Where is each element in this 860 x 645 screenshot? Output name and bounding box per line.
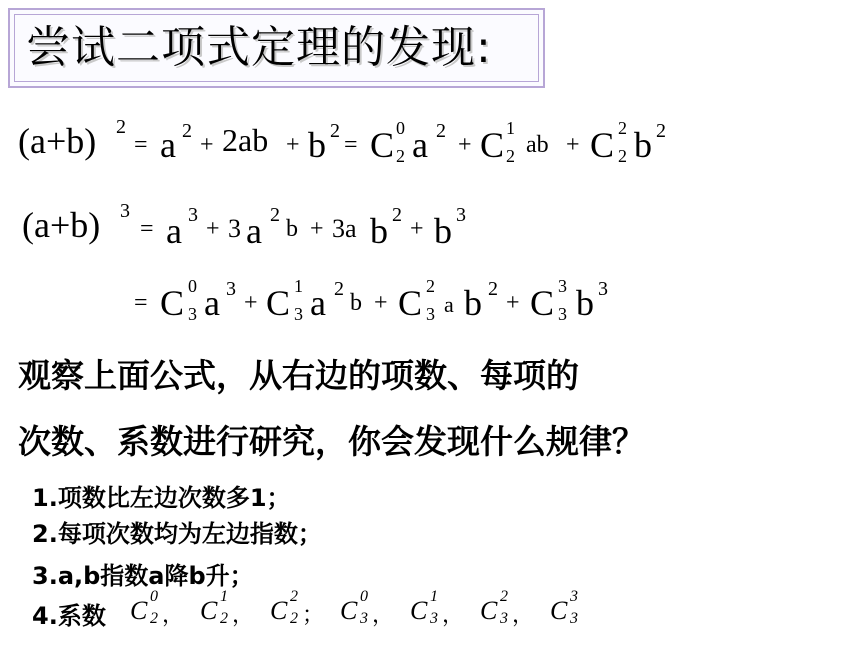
eq2-lhs-exp: 3 bbox=[120, 200, 130, 222]
eq1-c2-sup: 2 bbox=[618, 118, 627, 138]
coefficient-separator: ， bbox=[512, 603, 535, 628]
eq2-t3-b-exp: 2 bbox=[392, 204, 402, 226]
eq1-plus4: + bbox=[566, 132, 580, 158]
eq2-a-exp: 3 bbox=[188, 204, 198, 226]
coefficient-sub: 3 bbox=[360, 610, 368, 627]
coefficient-sub: 3 bbox=[570, 610, 578, 627]
coefficient-sup: 0 bbox=[360, 588, 368, 605]
eq1-c0-a: a bbox=[412, 125, 428, 165]
coefficient-sup: 0 bbox=[150, 588, 158, 605]
eq2-t2: 3 bbox=[228, 214, 241, 243]
eq3-c1-a: a bbox=[310, 283, 326, 323]
eq2-lhs: (a+b) bbox=[22, 205, 101, 245]
eq2-plus3: + bbox=[410, 216, 424, 242]
coefficient-sub: 3 bbox=[430, 610, 438, 627]
eq1-c1-sup: 1 bbox=[506, 118, 515, 138]
coefficient-separator: ； bbox=[302, 603, 325, 628]
coefficient-c: C bbox=[410, 596, 428, 625]
coefficient-sub: 2 bbox=[150, 610, 158, 627]
rule-2: 2.每项次数均为左边指数； bbox=[32, 520, 322, 548]
eq3-c3-b-exp: 3 bbox=[598, 278, 608, 300]
coefficient-c: C bbox=[340, 596, 358, 625]
coefficient-sub: 2 bbox=[290, 610, 298, 627]
coefficient-c: C bbox=[550, 596, 568, 625]
eq1-a: a bbox=[160, 125, 176, 165]
coefficient-sup: 2 bbox=[500, 588, 508, 605]
eq3-c0-a-exp: 3 bbox=[226, 278, 236, 300]
eq1-c2: C bbox=[590, 125, 615, 165]
eq2-t2-a-exp: 2 bbox=[270, 204, 280, 226]
eq2-t2-b: b bbox=[286, 216, 298, 242]
eq3-c0: C bbox=[160, 283, 185, 323]
eq3-c0-sub: 3 bbox=[188, 304, 197, 324]
eq3-c2-b-exp: 2 bbox=[488, 278, 498, 300]
coefficient-sub: 3 bbox=[500, 610, 508, 627]
eq1-plus1: + bbox=[200, 132, 214, 158]
eq3-c2-sub: 3 bbox=[426, 304, 435, 324]
eq2-b-exp: 3 bbox=[456, 204, 466, 226]
eq3-c3-b: b bbox=[576, 283, 594, 323]
eq1-c0-sub: 2 bbox=[396, 146, 405, 166]
eq3-c3-sup: 3 bbox=[558, 276, 567, 296]
coefficient-c: C bbox=[200, 596, 218, 625]
eq3-c1-a-exp: 2 bbox=[334, 278, 344, 300]
eq3-c0-sup: 0 bbox=[188, 276, 197, 296]
eq1-c0: C bbox=[370, 125, 395, 165]
rule-3: 3.a,b指数a降b升； bbox=[32, 562, 254, 590]
coefficient-sup: 2 bbox=[290, 588, 298, 605]
eq1-c2-sub: 2 bbox=[618, 146, 627, 166]
eq3-plus2: + bbox=[374, 290, 388, 316]
eq1-eq2: = bbox=[344, 132, 358, 158]
eq3-eq: = bbox=[134, 290, 148, 316]
coefficient-sub: 2 bbox=[220, 610, 228, 627]
eq1-c0-a-exp: 2 bbox=[436, 120, 446, 142]
rule-4: 4.系数 bbox=[32, 602, 106, 630]
eq1-c1-term: ab bbox=[526, 132, 549, 158]
page-title: 尝试二项式定理的发现: bbox=[26, 22, 492, 73]
eq3-c1-sub: 3 bbox=[294, 304, 303, 324]
eq1-plus2: + bbox=[286, 132, 300, 158]
coefficient-sup: 1 bbox=[430, 588, 438, 605]
coefficient-sup: 3 bbox=[570, 588, 578, 605]
eq1-eq: = bbox=[134, 132, 148, 158]
coefficient-c: C bbox=[480, 596, 498, 625]
eq1-b: b bbox=[308, 125, 326, 165]
eq1-c0-sup: 0 bbox=[396, 118, 405, 138]
eq1-mid: 2ab bbox=[222, 122, 269, 158]
eq3-c0-a: a bbox=[204, 283, 220, 323]
eq2-plus1: + bbox=[206, 216, 220, 242]
eq2-t3: 3a bbox=[332, 214, 357, 243]
prompt-line-2: 次数、系数进行研究，你会发现什么规律？ bbox=[18, 422, 645, 461]
eq3-c3: C bbox=[530, 283, 555, 323]
eq2-eq: = bbox=[140, 216, 154, 242]
eq3-c3-sub: 3 bbox=[558, 304, 567, 324]
coefficient-separator: ， bbox=[372, 603, 395, 628]
eq1-lhs: (a+b) bbox=[18, 121, 97, 161]
eq3-c1: C bbox=[266, 283, 291, 323]
title-box bbox=[8, 8, 545, 88]
eq1-c2-b: b bbox=[634, 125, 652, 165]
eq3-c2-a: a bbox=[444, 292, 454, 317]
eq3-c2-sup: 2 bbox=[426, 276, 435, 296]
eq3-c2-b: b bbox=[464, 283, 482, 323]
eq3-c2: C bbox=[398, 283, 423, 323]
eq1-c1-sub: 2 bbox=[506, 146, 515, 166]
eq3-plus1: + bbox=[244, 290, 258, 316]
coefficient-c: C bbox=[270, 596, 288, 625]
eq3-plus3: + bbox=[506, 290, 520, 316]
coefficient-separator: ， bbox=[232, 603, 255, 628]
eq1-lhs-exp: 2 bbox=[116, 116, 126, 138]
eq1-plus3: + bbox=[458, 132, 472, 158]
eq1-a-exp: 2 bbox=[182, 120, 192, 142]
eq1-c1: C bbox=[480, 125, 505, 165]
coefficient-c: C bbox=[130, 596, 148, 625]
eq3-c1-b: b bbox=[350, 290, 362, 316]
eq2-t3-b: b bbox=[370, 211, 388, 251]
prompt-line-1: 观察上面公式，从右边的项数、每项的 bbox=[18, 356, 579, 395]
eq3-c1-sup: 1 bbox=[294, 276, 303, 296]
coefficient-sup: 1 bbox=[220, 588, 228, 605]
eq2-b: b bbox=[434, 211, 452, 251]
rule-1: 1.项数比左边次数多1； bbox=[32, 484, 291, 512]
eq1-b-exp: 2 bbox=[330, 120, 340, 142]
eq1-c2-b-exp: 2 bbox=[656, 120, 666, 142]
coefficient-separator: ， bbox=[442, 603, 465, 628]
eq2-plus2: + bbox=[310, 216, 324, 242]
coefficient-separator: ， bbox=[162, 603, 185, 628]
eq2-a: a bbox=[166, 211, 182, 251]
eq2-t2-a: a bbox=[246, 211, 262, 251]
